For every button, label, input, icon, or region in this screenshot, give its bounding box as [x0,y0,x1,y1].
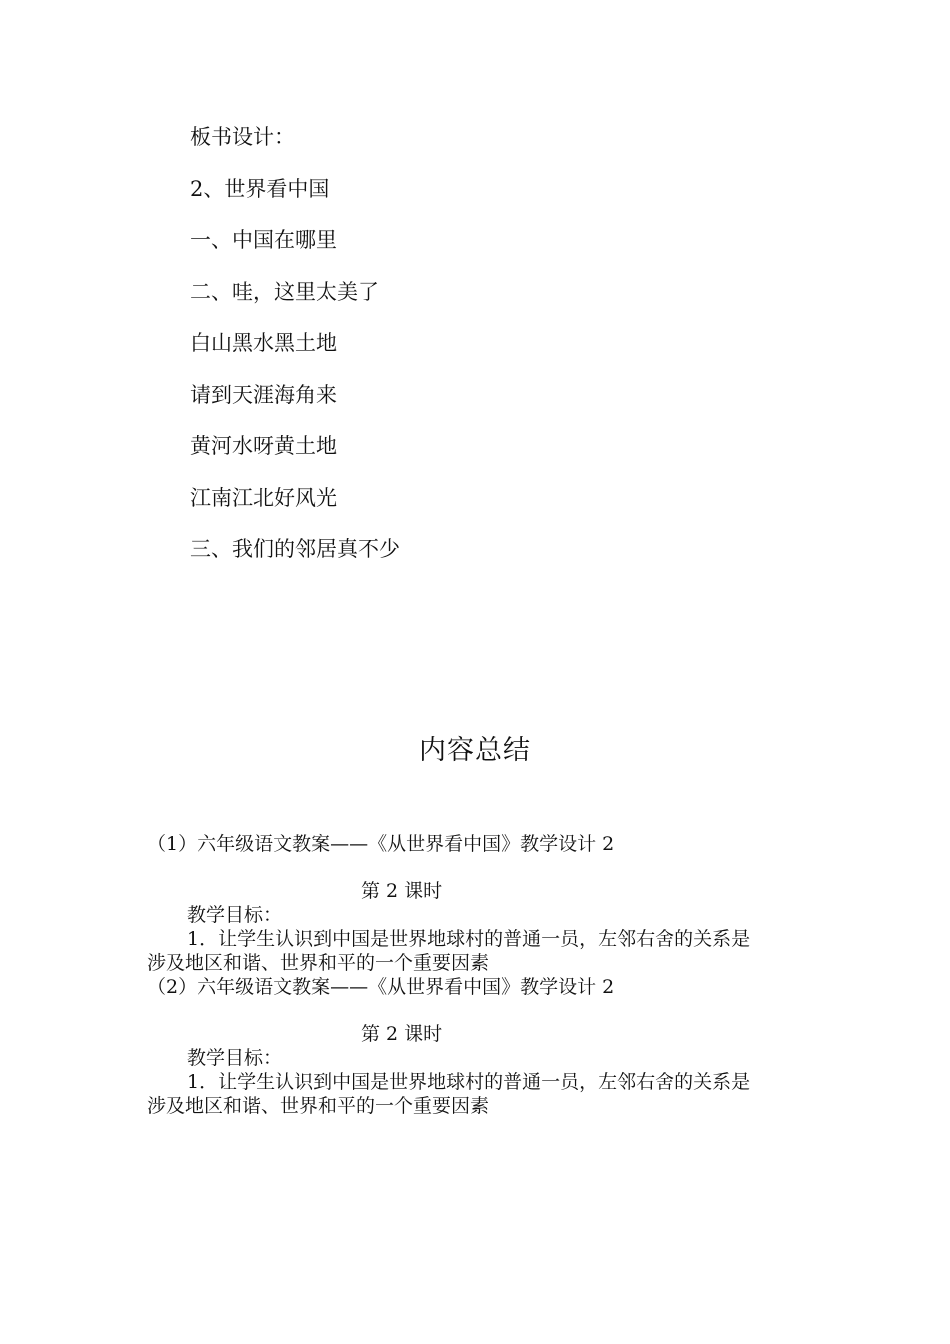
entry-title: （2）六年级语文教案——《从世界看中国》教学设计 2 [147,976,615,998]
entry-subtitle: 第 2 课时 [361,1023,443,1045]
entry-subtitle: 第 2 课时 [361,880,443,902]
entry-goal-label: 教学目标： [187,1047,283,1069]
board-line: 江南江北好风光 [190,485,337,510]
board-line: 白山黑水黑土地 [190,331,337,355]
board-line: 黄河水呀黄土地 [190,434,337,458]
summary-entry [147,975,807,1118]
board-line: 请到天涯海角来 [190,382,337,407]
entry-item-line: 涉及地区和谐、世界和平的一个重要因素 [147,1095,490,1117]
entry-item-line: 涉及地区和谐、世界和平的一个重要因素 [147,952,490,974]
board-heading: 板书设计： [190,125,295,149]
board-line: 一、中国在哪里 [190,228,337,252]
board-line: 三、我们的邻居真不少 [190,537,400,561]
board-line: 二、哇，这里太美了 [190,279,379,304]
entry-goal-label: 教学目标： [187,904,283,926]
entry-item-line: 1．让学生认识到中国是世界地球村的普通一员，左邻右舍的关系是 [187,1071,751,1093]
board-line: 2、世界看中国 [190,176,330,201]
entry-item-line: 1．让学生认识到中国是世界地球村的普通一员，左邻右舍的关系是 [187,928,751,950]
summary-entry [147,832,807,975]
summary-section [147,832,807,1118]
summary-title: 内容总结 [419,735,531,766]
entry-title: （1）六年级语文教案——《从世界看中国》教学设计 2 [147,833,615,855]
board-design-section [190,122,400,586]
